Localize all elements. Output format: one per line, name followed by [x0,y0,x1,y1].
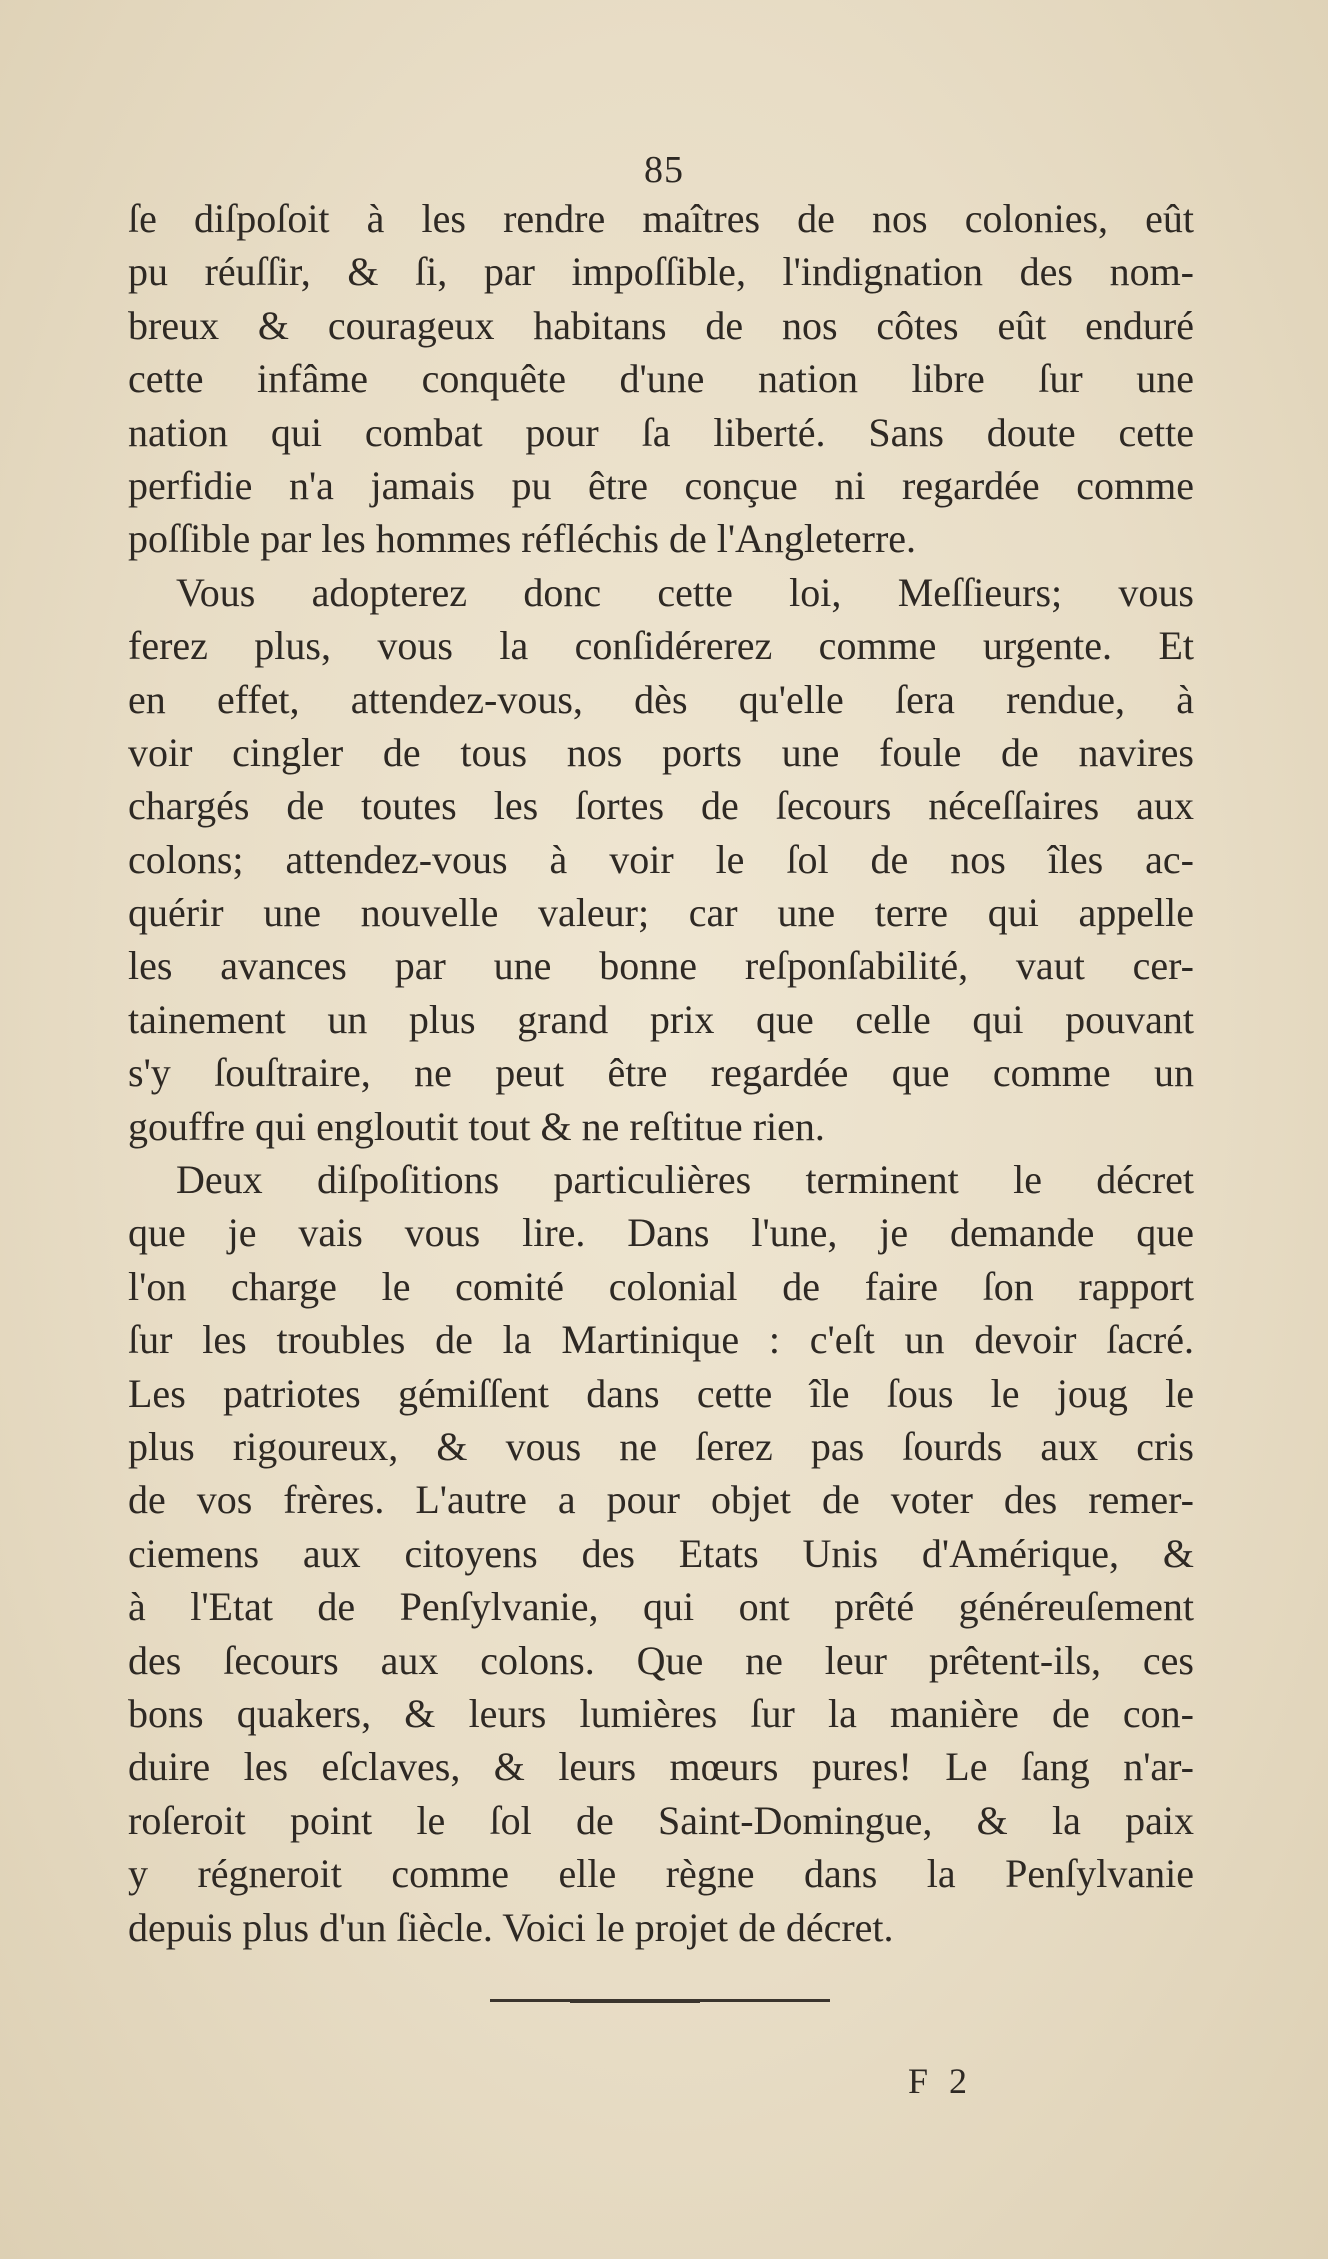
text-line: de vos frères. L'autre a pour objet de voter des remer- [128,1477,1194,1523]
paragraph-3 [128,1153,1194,1954]
text-line: quérir une nouvelle valeur; car une terre qui appelle [128,890,1194,936]
text-line: ſe diſpoſoit à les rendre maîtres de nos colonies, eût [128,196,1194,241]
text-line: ferez plus, vous la conſidérerez comme urgente. Et [128,623,1194,669]
text-line: poſſible par les hommes réfléchis de l'Angleterre. [128,516,917,562]
text-line: duire les eſclaves, & leurs mœurs pures! Le ſang n'ar- [128,1744,1194,1790]
paragraph-1 [128,192,1194,566]
text-line: Deux diſpoſitions particulières terminent le décret [176,1157,1194,1203]
text-line: à l'Etat de Penſylvanie, qui ont prêté généreuſement [128,1584,1194,1630]
text-line: des ſecours aux colons. Que ne leur prêtent-ils, ces [128,1637,1194,1683]
text-line: y régneroit comme elle règne dans la Penſylvanie [128,1851,1194,1897]
body-text [128,192,1194,1954]
text-line: colons; attendez-vous à voir le ſol de nos îles ac- [128,836,1194,882]
page-number: 85 [644,149,684,191]
text-line: les avances par une bonne reſponſabilité, vaut cer- [128,943,1194,989]
text-line: gouffre qui engloutit tout & ne reſtitue rien. [128,1103,825,1149]
text-line: plus rigoureux, & vous ne ſerez pas ſourds aux cris [128,1423,1194,1469]
text-line: perfidie n'a jamais pu être conçue ni regardée comme [128,462,1194,508]
text-line: chargés de toutes les ſortes de ſecours néceſſaires aux [128,783,1194,829]
text-line: l'on charge le comité colonial de faire ſon rapport [128,1263,1194,1309]
section-divider [490,1999,830,2002]
text-line: tainement un plus grand prix que celle qui pouvant [128,996,1194,1042]
text-line: roſeroit point le ſol de Saint-Domingue, & la paix [128,1797,1194,1843]
text-line: que je vais vous lire. Dans l'une, je demande que [128,1210,1194,1256]
text-line: Les patriotes gémiſſent dans cette île ſous le joug le [128,1370,1194,1416]
text-line: depuis plus d'un ſiècle. Voici le projet de décret. [128,1904,894,1950]
text-line: voir cingler de tous nos ports une foule de navires [128,729,1194,775]
text-line: ciemens aux citoyens des Etats Unis d'Amérique, & [128,1530,1194,1576]
text-line: ſur les troubles de la Martinique : c'eſt un devoir ſacré. [128,1317,1194,1363]
text-line: bons quakers, & leurs lumières ſur la manière de con- [128,1690,1194,1736]
text-line: breux & courageux habitans de nos côtes eût enduré [128,302,1194,348]
signature-mark: F 2 [908,2061,974,2101]
text-line: pu réuſſir, & ſi, par impoſſible, l'indignation des nom- [128,249,1194,295]
paragraph-2 [128,566,1194,1153]
text-line: s'y ſouſtraire, ne peut être regardée que comme un [128,1050,1194,1096]
text-line: Vous adopterez donc cette loi, Meſſieurs; vous [176,569,1194,615]
text-line: en effet, attendez-vous, dès qu'elle ſera rendue, à [128,676,1194,722]
text-line: cette infâme conquête d'une nation libre ſur une [128,356,1194,402]
text-line: nation qui combat pour ſa liberté. Sans doute cette [128,409,1194,455]
